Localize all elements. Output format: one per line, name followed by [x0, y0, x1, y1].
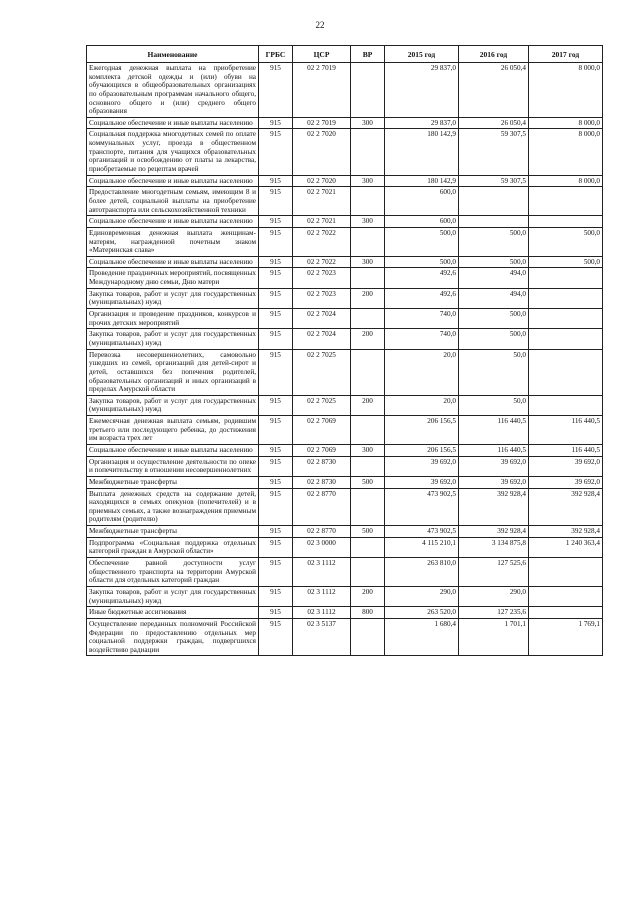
cell-2015: 29 837,0: [385, 63, 459, 118]
cell-2015: 1 680,4: [385, 618, 459, 656]
cell-2017: [529, 349, 603, 395]
cell-2015: 29 837,0: [385, 117, 459, 129]
cell-2015: 290,0: [385, 586, 459, 606]
table-row: [87, 117, 603, 129]
cell-name: Социальное обеспечение и иные выплаты населению: [87, 175, 259, 187]
cell-csr: 02 2 8770: [293, 526, 351, 538]
budget-table: [86, 45, 603, 656]
cell-grbs: 915: [259, 227, 293, 256]
cell-2017: [529, 309, 603, 329]
cell-2015: 473 902,5: [385, 488, 459, 526]
cell-2015: 600,0: [385, 187, 459, 216]
cell-csr: 02 2 7025: [293, 395, 351, 415]
cell-name: Единовременная денежная выплата женщинам-матерям, награжденной почетным знаком «Материнская слава»: [87, 227, 259, 256]
table-row: [87, 395, 603, 415]
cell-2015: 740,0: [385, 309, 459, 329]
table-row: [87, 586, 603, 606]
cell-name: Межбюджетные трансферты: [87, 526, 259, 538]
cell-name: Социальное обеспечение и иные выплаты населению: [87, 216, 259, 228]
cell-2017: 1 240 363,4: [529, 537, 603, 557]
cell-2015: 39 692,0: [385, 476, 459, 488]
cell-grbs: 915: [259, 117, 293, 129]
cell-csr: 02 3 1112: [293, 558, 351, 587]
cell-2017: 392 928,4: [529, 488, 603, 526]
table-row: [87, 288, 603, 308]
table-row: [87, 476, 603, 488]
cell-2015: 500,0: [385, 227, 459, 256]
cell-grbs: 915: [259, 129, 293, 175]
cell-2016: 290,0: [459, 586, 529, 606]
cell-vr: [351, 309, 385, 329]
cell-vr: 300: [351, 175, 385, 187]
cell-name: Социальное обеспечение и иные выплаты населению: [87, 444, 259, 456]
table-body: [87, 63, 603, 656]
cell-grbs: 915: [259, 175, 293, 187]
table-row: [87, 456, 603, 476]
cell-csr: 02 2 7020: [293, 129, 351, 175]
cell-csr: 02 2 7022: [293, 256, 351, 268]
cell-vr: 500: [351, 526, 385, 538]
cell-grbs: 915: [259, 309, 293, 329]
cell-2015: 180 142,9: [385, 129, 459, 175]
cell-2016: 494,0: [459, 268, 529, 288]
cell-grbs: 915: [259, 395, 293, 415]
cell-2016: 500,0: [459, 309, 529, 329]
cell-name: Перевозка несовершеннолетних, самовольно ушедших из семей, организаций для детей-сирот и детей, оставшихся без попечения родителей, образовательных организаций и иных организаций в пределах Амурской области: [87, 349, 259, 395]
cell-vr: [351, 456, 385, 476]
cell-grbs: 915: [259, 288, 293, 308]
cell-csr: 02 2 7025: [293, 349, 351, 395]
cell-name: Проведение праздничных мероприятий, посвященных Международному дню семьи, Дню матери: [87, 268, 259, 288]
cell-vr: [351, 558, 385, 587]
cell-2017: [529, 268, 603, 288]
table-row: [87, 329, 603, 349]
cell-2015: 473 902,5: [385, 526, 459, 538]
cell-2017: [529, 395, 603, 415]
cell-csr: 02 3 1112: [293, 607, 351, 619]
cell-2017: [529, 187, 603, 216]
cell-csr: 02 2 7024: [293, 329, 351, 349]
cell-2016: 26 050,4: [459, 63, 529, 118]
cell-name: Обеспечение равной доступности услуг общественного транспорта на территории Амурской области для отдельных категорий граждан: [87, 558, 259, 587]
table-row: [87, 607, 603, 619]
cell-grbs: 915: [259, 329, 293, 349]
cell-2016: 39 692,0: [459, 456, 529, 476]
table-row: [87, 537, 603, 557]
cell-2017: 500,0: [529, 227, 603, 256]
cell-name: Социальное обеспечение и иные выплаты населению: [87, 117, 259, 129]
cell-vr: [351, 268, 385, 288]
cell-2017: 116 440,5: [529, 416, 603, 445]
cell-2017: 8 000,0: [529, 63, 603, 118]
header-vr: ВР: [351, 46, 385, 63]
cell-2017: [529, 329, 603, 349]
cell-grbs: 915: [259, 476, 293, 488]
cell-vr: [351, 416, 385, 445]
cell-grbs: 915: [259, 256, 293, 268]
cell-name: Предоставление многодетным семьям, имеющим 8 и более детей, социальной выплаты на приобретение автотранспорта или сельскохозяйственной техники: [87, 187, 259, 216]
cell-csr: 02 2 7024: [293, 309, 351, 329]
cell-name: Закупка товаров, работ и услуг для государственных (муниципальных) нужд: [87, 288, 259, 308]
cell-vr: [351, 63, 385, 118]
cell-vr: 500: [351, 476, 385, 488]
cell-2016: 39 692,0: [459, 476, 529, 488]
cell-2017: 8 000,0: [529, 129, 603, 175]
table-row: [87, 349, 603, 395]
cell-2015: 39 692,0: [385, 456, 459, 476]
cell-2017: 1 769,1: [529, 618, 603, 656]
cell-2017: 8 000,0: [529, 117, 603, 129]
cell-name: Выплата денежных средств на содержание детей, находящихся в семьях опекунов (попечителей) и в приемных семьях, а также вознаграждения приемным родителям (родителю): [87, 488, 259, 526]
table-row: [87, 268, 603, 288]
cell-csr: 02 2 7019: [293, 117, 351, 129]
cell-csr: 02 2 7022: [293, 227, 351, 256]
cell-2017: [529, 586, 603, 606]
cell-2017: 392 928,4: [529, 526, 603, 538]
table-row: [87, 256, 603, 268]
cell-csr: 02 2 8730: [293, 476, 351, 488]
cell-2017: [529, 607, 603, 619]
cell-grbs: 915: [259, 537, 293, 557]
cell-2016: 3 134 875,8: [459, 537, 529, 557]
cell-2016: 127 235,6: [459, 607, 529, 619]
cell-grbs: 915: [259, 526, 293, 538]
cell-name: Организация и осуществление деятельности по опеке и попечительству в отношении несовершеннолетних: [87, 456, 259, 476]
table-row: [87, 488, 603, 526]
page-number: 22: [315, 20, 325, 30]
cell-2015: 492,6: [385, 268, 459, 288]
table-row: [87, 558, 603, 587]
cell-name: Межбюджетные трансферты: [87, 476, 259, 488]
cell-csr: 02 2 7069: [293, 416, 351, 445]
table-row: [87, 309, 603, 329]
cell-csr: 02 2 7023: [293, 268, 351, 288]
cell-name: Ежемесячная денежная выплата семьям, родившим третьего или последующего ребенка, до достижения им возраста трех лет: [87, 416, 259, 445]
cell-2016: [459, 187, 529, 216]
cell-2015: 20,0: [385, 349, 459, 395]
cell-vr: 200: [351, 288, 385, 308]
cell-name: Социальное обеспечение и иные выплаты населению: [87, 256, 259, 268]
cell-grbs: 915: [259, 618, 293, 656]
header-2015: 2015 год: [385, 46, 459, 63]
cell-name: Подпрограмма «Социальная поддержка отдельных категорий граждан в Амурской области»: [87, 537, 259, 557]
cell-2016: 500,0: [459, 227, 529, 256]
cell-csr: 02 3 5137: [293, 618, 351, 656]
cell-grbs: 915: [259, 607, 293, 619]
cell-grbs: 915: [259, 488, 293, 526]
table-row: [87, 175, 603, 187]
cell-csr: 02 2 7023: [293, 288, 351, 308]
cell-name: Закупка товаров, работ и услуг для государственных (муниципальных) нужд: [87, 395, 259, 415]
header-csr: ЦСР: [293, 46, 351, 63]
cell-name: Организация и проведение праздников, конкурсов и прочих детских мероприятий: [87, 309, 259, 329]
cell-2016: 1 701,1: [459, 618, 529, 656]
cell-2016: 500,0: [459, 256, 529, 268]
cell-2015: 20,0: [385, 395, 459, 415]
table-row: [87, 227, 603, 256]
table-row: [87, 444, 603, 456]
cell-2016: 116 440,5: [459, 444, 529, 456]
cell-2017: 39 692,0: [529, 476, 603, 488]
cell-grbs: 915: [259, 187, 293, 216]
cell-grbs: 915: [259, 456, 293, 476]
cell-2017: 8 000,0: [529, 175, 603, 187]
cell-2015: 180 142,9: [385, 175, 459, 187]
table-row: [87, 526, 603, 538]
cell-vr: [351, 349, 385, 395]
cell-grbs: 915: [259, 349, 293, 395]
cell-grbs: 915: [259, 268, 293, 288]
cell-csr: 02 2 8770: [293, 488, 351, 526]
cell-vr: 200: [351, 395, 385, 415]
cell-2015: 206 156,5: [385, 444, 459, 456]
cell-vr: 300: [351, 256, 385, 268]
header-2017: 2017 год: [529, 46, 603, 63]
cell-2016: 392 928,4: [459, 526, 529, 538]
cell-grbs: 915: [259, 216, 293, 228]
cell-name: Осуществление переданных полномочий Российской Федерации по предоставлению отдельных мер социальной поддержки граждан, подвергшихся воздействию радиации: [87, 618, 259, 656]
cell-2015: 263 810,0: [385, 558, 459, 587]
cell-grbs: 915: [259, 416, 293, 445]
table-row: [87, 618, 603, 656]
cell-name: Закупка товаров, работ и услуг для государственных (муниципальных) нужд: [87, 329, 259, 349]
cell-name: Закупка товаров, работ и услуг для государственных (муниципальных) нужд: [87, 586, 259, 606]
cell-csr: 02 2 7020: [293, 175, 351, 187]
cell-name: Иные бюджетные ассигнования: [87, 607, 259, 619]
cell-2016: 500,0: [459, 329, 529, 349]
cell-2017: 116 440,5: [529, 444, 603, 456]
cell-2016: 59 307,5: [459, 129, 529, 175]
cell-csr: 02 2 7021: [293, 216, 351, 228]
table-header-row: [87, 46, 603, 63]
cell-2015: 600,0: [385, 216, 459, 228]
cell-csr: 02 3 0000: [293, 537, 351, 557]
cell-2015: 740,0: [385, 329, 459, 349]
table-row: [87, 416, 603, 445]
cell-2016: 59 307,5: [459, 175, 529, 187]
cell-2016: 494,0: [459, 288, 529, 308]
cell-grbs: 915: [259, 558, 293, 587]
cell-vr: 300: [351, 117, 385, 129]
cell-2017: 500,0: [529, 256, 603, 268]
cell-2015: 206 156,5: [385, 416, 459, 445]
cell-2017: [529, 216, 603, 228]
table-row: [87, 187, 603, 216]
table-row: [87, 129, 603, 175]
cell-csr: 02 2 7019: [293, 63, 351, 118]
cell-csr: 02 2 8730: [293, 456, 351, 476]
cell-2017: 39 692,0: [529, 456, 603, 476]
cell-vr: 300: [351, 216, 385, 228]
cell-csr: 02 3 1112: [293, 586, 351, 606]
cell-grbs: 915: [259, 586, 293, 606]
cell-name: Социальная поддержка многодетных семей по оплате коммунальных услуг, проезда в общественном транспорте, питания для учащихся образовательных организаций и освобождению от платы за лекарства, приобретаемые по рецептам врачей: [87, 129, 259, 175]
cell-grbs: 915: [259, 63, 293, 118]
cell-2017: [529, 558, 603, 587]
cell-2015: 4 115 210,1: [385, 537, 459, 557]
cell-2015: 500,0: [385, 256, 459, 268]
cell-2015: 263 520,0: [385, 607, 459, 619]
cell-2016: 50,0: [459, 395, 529, 415]
cell-vr: 300: [351, 444, 385, 456]
cell-vr: 800: [351, 607, 385, 619]
cell-vr: [351, 488, 385, 526]
cell-csr: 02 2 7069: [293, 444, 351, 456]
cell-2016: 392 928,4: [459, 488, 529, 526]
cell-name: Ежегодная денежная выплата на приобретение комплекта детской одежды и (или) обуви на обучающихся в общеобразовательных организациях по образовательным программам начального общего, основного общего и (или) среднего общего образования: [87, 63, 259, 118]
table-row: [87, 63, 603, 118]
cell-2016: 116 440,5: [459, 416, 529, 445]
cell-vr: [351, 537, 385, 557]
table-row: [87, 216, 603, 228]
cell-2015: 492,6: [385, 288, 459, 308]
cell-csr: 02 2 7021: [293, 187, 351, 216]
header-2016: 2016 год: [459, 46, 529, 63]
cell-grbs: 915: [259, 444, 293, 456]
cell-vr: [351, 129, 385, 175]
header-grbs: ГРБС: [259, 46, 293, 63]
cell-vr: 200: [351, 586, 385, 606]
cell-2016: [459, 216, 529, 228]
cell-2016: 127 525,6: [459, 558, 529, 587]
cell-2016: 50,0: [459, 349, 529, 395]
cell-2017: [529, 288, 603, 308]
cell-2016: 26 050,4: [459, 117, 529, 129]
cell-vr: [351, 187, 385, 216]
header-name: Наименование: [87, 46, 259, 63]
cell-vr: 200: [351, 329, 385, 349]
cell-vr: [351, 227, 385, 256]
cell-vr: [351, 618, 385, 656]
